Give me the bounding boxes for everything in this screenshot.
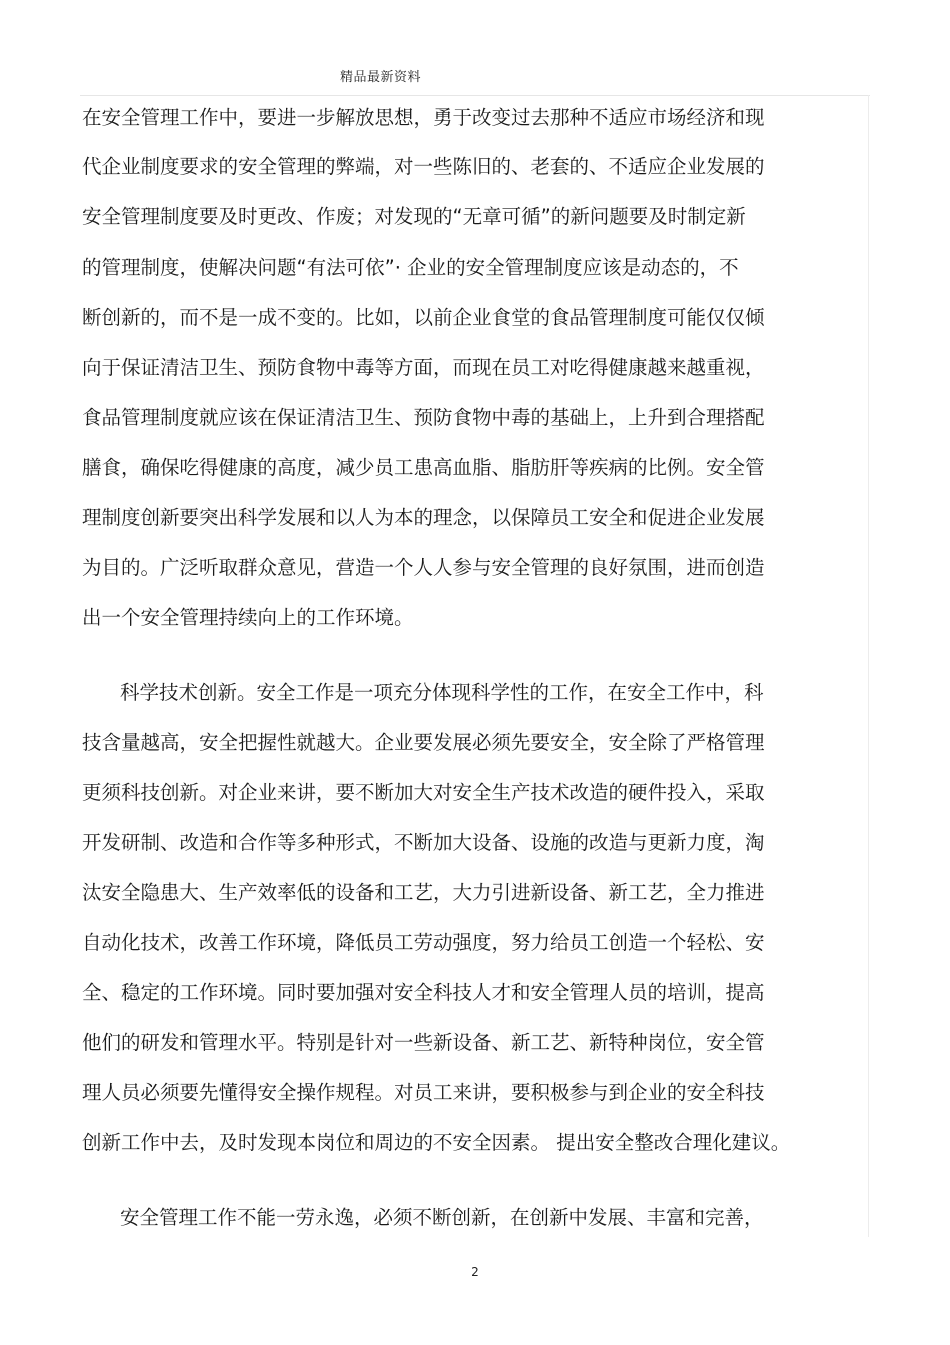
paragraph-1-line-11: 出一个安全管理持续向上的工作环境。	[82, 606, 414, 629]
paragraph-2-line-9: 理人员必须要先懂得安全操作规程。对员工来讲，要积极参与到企业的安全科技	[82, 1081, 765, 1104]
paragraph-2-line-5: 汰安全隐患大、生产效率低的设备和工艺，大力引进新设备、新工艺，全力推进	[82, 881, 765, 904]
paragraph-2-line-10: 创新工作中去，及时发现本岗位和周边的不安全因素。 提出安全整改合理化建议。	[82, 1131, 791, 1154]
paragraph-2-line-6: 自动化技术，改善工作环境，降低员工劳动强度，努力给员工创造一个轻松、安	[82, 931, 765, 954]
paragraph-2-line-2: 技含量越高，安全把握性就越大。企业要发展必须先要安全，安全除了严格管理	[82, 731, 765, 754]
paragraph-1-line-2: 代企业制度要求的安全管理的弊端，对一些陈旧的、老套的、不适应企业发展的	[82, 155, 765, 178]
paragraph-1-line-5: 断创新的，而不是一成不变的。比如，以前企业食堂的食品管理制度可能仅仅倾	[82, 306, 765, 329]
page-header: 精品最新资料	[340, 70, 422, 85]
right-margin-divider	[868, 95, 869, 1237]
paragraph-3-line-1: 安全管理工作不能一劳永逸，必须不断创新，在创新中发展、丰富和完善，	[120, 1206, 764, 1229]
paragraph-1-line-4: 的管理制度，使解决问题“有法可依”· 企业的安全管理制度应该是动态的，不	[82, 256, 739, 279]
paragraph-2-line-3: 更须科技创新。对企业来讲，要不断加大对安全生产技术改造的硬件投入，采取	[82, 781, 765, 804]
paragraph-1-line-8: 膳食，确保吃得健康的高度，减少员工患高血脂、脂肪肝等疾病的比例。安全管	[82, 456, 765, 479]
paragraph-2-line-4: 开发研制、改造和合作等多种形式，不断加大设备、设施的改造与更新力度，淘	[82, 831, 765, 854]
paragraph-2-line-1: 科学技术创新。安全工作是一项充分体现科学性的工作，在安全工作中，科	[120, 681, 764, 704]
page-number: 2	[471, 1265, 479, 1279]
paragraph-1-line-10: 为目的。广泛听取群众意见，营造一个人人参与安全管理的良好氛围，进而创造	[82, 556, 765, 579]
paragraph-1-line-7: 食品管理制度就应该在保证清洁卫生、预防食物中毒的基础上，上升到合理搭配	[82, 406, 765, 429]
paragraph-1-line-6: 向于保证清洁卫生、预防食物中毒等方面，而现在员工对吃得健康越来越重视，	[82, 356, 765, 379]
paragraph-2-line-7: 全、稳定的工作环境。同时要加强对安全科技人才和安全管理人员的培训，提高	[82, 981, 765, 1004]
paragraph-1-line-9: 理制度创新要突出科学发展和以人为本的理念，以保障员工安全和促进企业发展	[82, 506, 765, 529]
paragraph-1-line-3: 安全管理制度要及时更改、作废；对发现的“无章可循”的新问题要及时制定新	[82, 205, 746, 228]
paragraph-2-line-8: 他们的研发和管理水平。特别是针对一些新设备、新工艺、新特种岗位，安全管	[82, 1031, 765, 1054]
header-divider	[80, 95, 870, 96]
paragraph-1-line-1: 在安全管理工作中，要进一步解放思想，勇于改变过去那种不适应市场经济和现	[82, 106, 765, 129]
